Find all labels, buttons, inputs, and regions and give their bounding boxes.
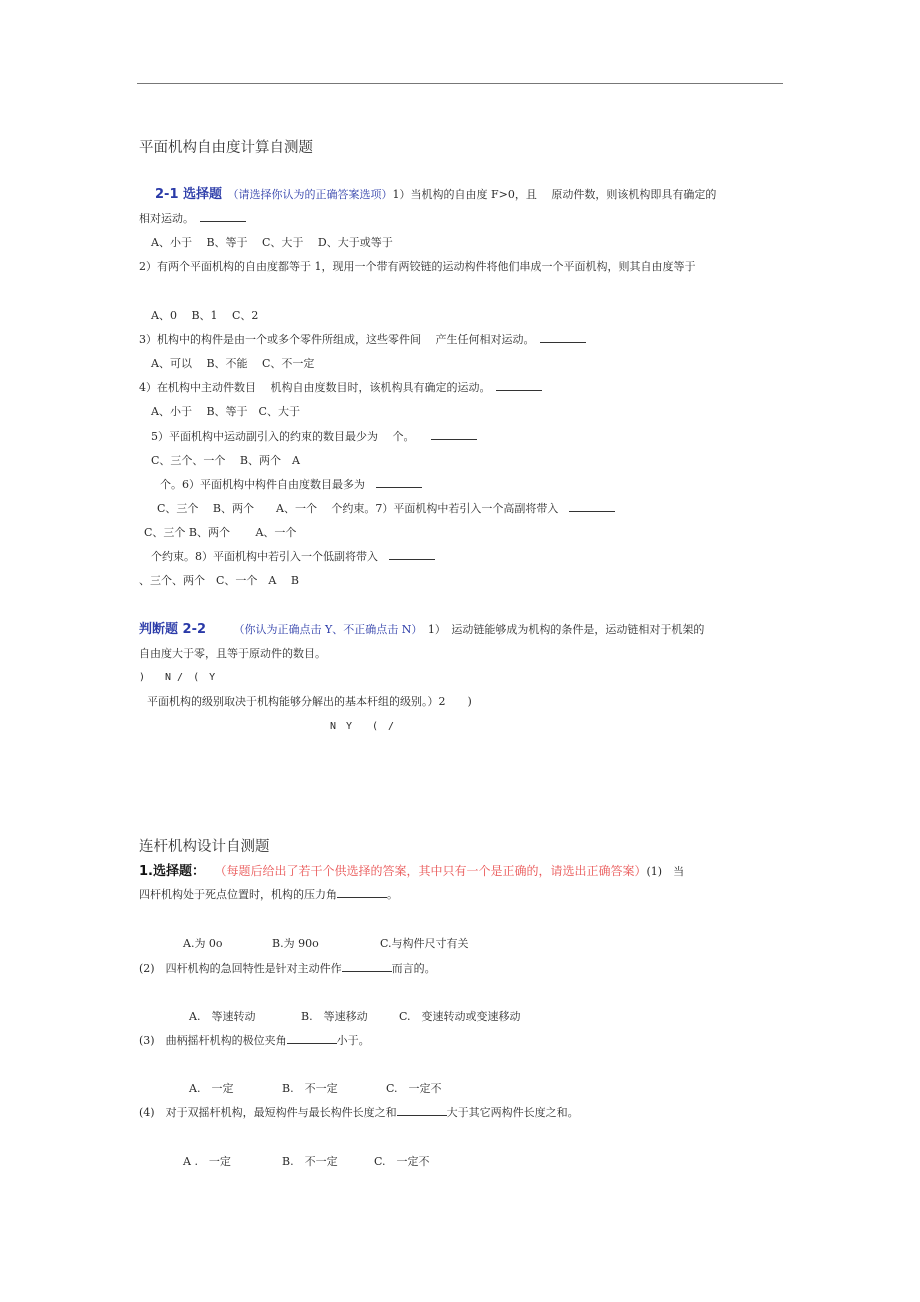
s2-q2-opt-c: C. 变速转动或变速移动 xyxy=(399,1010,521,1023)
s2-q2-end: 而言的。 xyxy=(391,962,436,975)
s2-q2-text: (2) 四杆机构的急回特性是针对主动件作 xyxy=(139,962,342,975)
s2-q4-opt-b: B. 不一定 xyxy=(282,1155,338,1168)
s2-line1 xyxy=(139,864,684,879)
q2-1-label: 2-1 选择题 xyxy=(155,187,223,202)
s2-q3-text: (3) 曲柄摇杆机构的极位夹角 xyxy=(139,1034,287,1047)
q2-2-q1-text: 1） 运动链能够成为机构的条件是，运动链相对于机架的 xyxy=(427,623,705,636)
s2-q4-end: 大于其它两构件长度之和。 xyxy=(446,1106,579,1119)
answer-blank[interactable] xyxy=(342,970,392,972)
s2-q1-opt-a: A.为 0o xyxy=(183,937,223,950)
q2-1-q3-options: A、可以 B、不能 C、不一定 xyxy=(151,357,315,370)
answer-blank[interactable] xyxy=(540,341,586,343)
s2-q4-opt-c: C. 一定不 xyxy=(374,1155,430,1168)
q2-1-q7-line xyxy=(157,502,615,516)
q2-1-q4-options: A、小于 B、等于 C、大于 xyxy=(151,405,300,418)
q2-1-q5-line xyxy=(151,430,477,444)
s2-q3-opt-c: C. 一定不 xyxy=(386,1082,442,1095)
s2-q1-opt-c: C.与构件尺寸有关 xyxy=(380,937,469,950)
answer-blank[interactable] xyxy=(376,486,422,488)
answer-blank[interactable] xyxy=(389,558,435,560)
s2-q1-cont: 四杆机构处于死点位置时，机构的压力角 xyxy=(139,888,337,901)
q2-1-q8-options: 、三个、两个 C、一个 A B xyxy=(139,574,299,587)
section2-title: 连杆机构设计自测题 xyxy=(139,839,270,855)
s2-q4-line xyxy=(139,1106,579,1120)
s2-q2-line xyxy=(139,962,436,976)
s2-note: （每题后给出了若干个供选择的答案，其中只有一个是正确的，请选出正确答案） xyxy=(220,864,647,878)
answer-blank[interactable] xyxy=(569,510,615,512)
s2-q2-opt-b: B. 等速移动 xyxy=(301,1010,368,1023)
q2-1-q6-text: 个。6）平面机构中构件自由度数目最多为 xyxy=(160,478,365,491)
q2-2-line1 xyxy=(139,623,704,637)
top-rule xyxy=(137,83,783,84)
q2-1-q3-line xyxy=(139,333,586,347)
q2-2-label: 判断题 2-2 xyxy=(139,622,207,637)
section1-title: 平面机构自由度计算自测题 xyxy=(139,140,313,156)
s2-label: 1.选择题： xyxy=(139,864,199,879)
q2-1-q1-cont-line xyxy=(139,212,246,226)
q2-1-note: （请选择你认为的正确答案选项） xyxy=(233,188,393,201)
q2-1-q1-cont: 相对运动。 xyxy=(139,212,189,225)
q2-1-q7-text: C、三个 B、两个 A、一个 个约束。7）平面机构中若引入一个高副将带入 xyxy=(157,502,559,515)
s2-q3-opt-b: B. 不一定 xyxy=(282,1082,338,1095)
s2-q1-end: 。 xyxy=(387,888,398,901)
q2-2-q1-marks[interactable]: ) N / ( Y xyxy=(139,672,216,683)
q2-1-q5-text: 5）平面机构中运动副引入的约束的数目最少为 个。 xyxy=(151,430,409,443)
s2-q4-text: (4) 对于双摇杆机构，最短构件与最长构件长度之和 xyxy=(139,1106,397,1119)
q2-1-q8-text: 个约束。8）平面机构中若引入一个低副将带入 xyxy=(151,550,378,563)
q2-1-q1-options: A、小于 B、等于 C、大于 D、大于或等于 xyxy=(151,236,393,249)
q2-2-note: （你认为正确点击 Y、不正确点击 N） xyxy=(239,623,417,636)
q2-1-q2-options: A、0 B、1 C、2 xyxy=(151,309,259,322)
s2-q4-opt-a: A . 一定 xyxy=(183,1155,231,1168)
s2-q1-opt-b: B.为 90o xyxy=(272,937,319,950)
q2-1-line1 xyxy=(155,188,716,202)
answer-blank[interactable] xyxy=(200,220,246,222)
s2-q3-end: 小于。 xyxy=(336,1034,370,1047)
q2-1-q6-line xyxy=(160,478,422,492)
q2-1-q4-line xyxy=(139,381,542,395)
q2-1-q1-text: 1）当机构的自由度 F>0，且 原动件数，则该机构即具有确定的 xyxy=(392,188,717,201)
answer-blank[interactable] xyxy=(397,1114,447,1116)
answer-blank[interactable] xyxy=(496,389,542,391)
q2-1-q5-options: C、三个、一个 B、两个 A xyxy=(151,454,300,467)
s2-q1-line xyxy=(139,888,398,902)
answer-blank[interactable] xyxy=(431,438,477,440)
q2-1-q3-text: 3）机构中的构件是由一个或多个零件所组成，这些零件间 产生任何相对运动。 xyxy=(139,333,529,346)
q2-1-q4-text: 4）在机构中主动件数目 机构自由度数目时，该机构具有确定的运动。 xyxy=(139,381,485,394)
answer-blank[interactable] xyxy=(337,896,387,898)
s2-q2-opt-a: A. 等速转动 xyxy=(189,1010,256,1023)
answer-blank[interactable] xyxy=(287,1042,337,1044)
s2-q3-opt-a: A. 一定 xyxy=(189,1082,234,1095)
s2-q1-prefix: (1) 当 xyxy=(646,865,685,878)
q2-2-q1-cont: 自由度大于零，且等于原动件的数目。 xyxy=(139,647,326,660)
s2-q3-line xyxy=(139,1034,370,1048)
q2-1-q7-options: C、三个 B、两个 A、一个 xyxy=(144,526,297,539)
q2-1-q8-line xyxy=(151,550,435,564)
q2-1-q2-text: 2）有两个平面机构的自由度都等于 1，现用一个带有两铰链的运动构件将他们串成一个平面机构，则其自由度等于 xyxy=(139,260,696,273)
q2-2-q2-marks[interactable]: N Y ( / xyxy=(330,721,395,732)
q2-2-q2-text: 平面机构的级别取决于机构能够分解出的基本杆组的级别。）2 ) xyxy=(147,695,472,708)
